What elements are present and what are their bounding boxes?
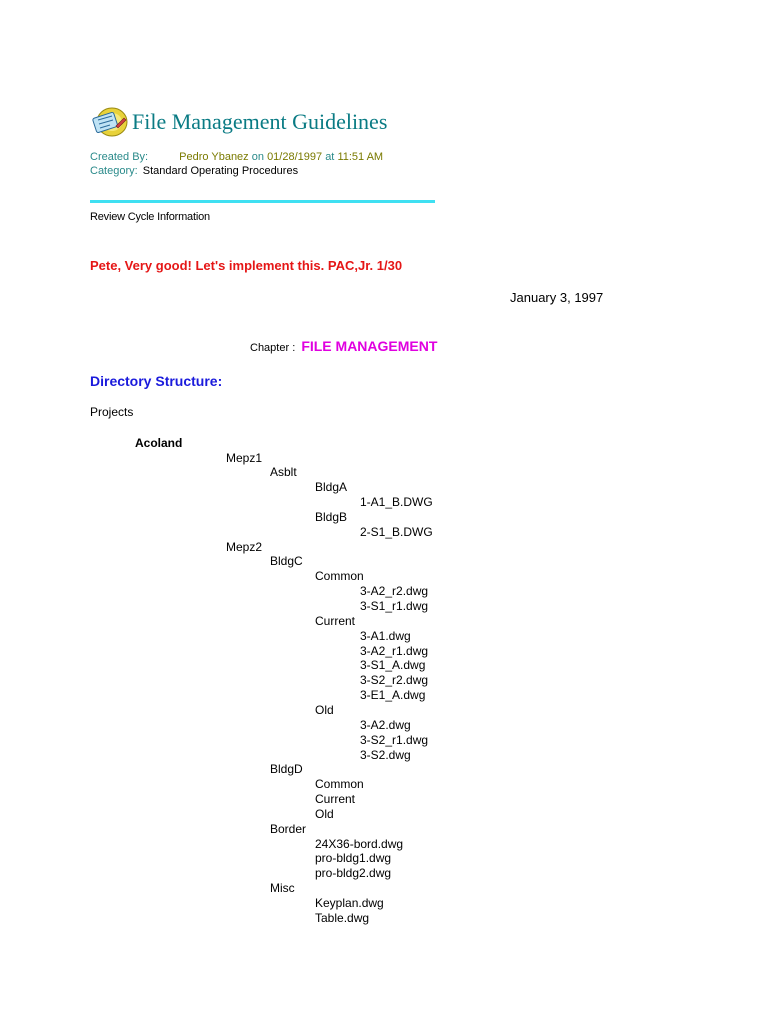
chapter-heading (250, 338, 437, 354)
tree-node: 3-S1_A.dwg (360, 658, 426, 673)
created-date: 01/28/1997 (267, 151, 323, 163)
tree-node: Common (315, 569, 364, 584)
tree-node: BldgA (315, 480, 348, 495)
tree-node: Asblt (270, 465, 297, 480)
tree-node: 3-E1_A.dwg (360, 688, 426, 703)
tree-node: 3-S2_r1.dwg (360, 732, 429, 747)
section-title: Directory Structure: (90, 373, 223, 389)
tree-node: 3-A2_r2.dwg (360, 584, 429, 599)
tree-node: Border (270, 821, 307, 836)
tree-node: 3-A1.dwg (360, 628, 411, 643)
created-by-label: Created By: (90, 151, 149, 163)
tree-node: 3-A2_r1.dwg (360, 643, 429, 658)
category-line (90, 165, 298, 177)
category-value: Standard Operating Procedures (142, 165, 299, 177)
tree-node: Misc (270, 881, 295, 896)
tree-node: 3-S1_r1.dwg (360, 599, 429, 613)
approval-note: Pete, Very good! Let's implement this. PAC,Jr. 1/30 (90, 258, 403, 273)
tree-node: Table.dwg (315, 910, 370, 925)
tree-node: Current (315, 613, 356, 628)
notes-document-icon (90, 106, 128, 138)
tree-node: 2-S1_B.DWG (360, 524, 433, 539)
tree-node: pro-bldg2.dwg (315, 866, 392, 881)
tree-node: 3-A2.dwg (360, 717, 411, 732)
tree-node: Mepz2 (226, 539, 263, 554)
document-header (90, 106, 387, 138)
tree-node: BldgC (270, 554, 303, 569)
tree-node: Old (315, 806, 334, 821)
chapter-label: Chapter : (250, 342, 296, 354)
tree-node: Keyplan.dwg (315, 896, 384, 910)
tree-node: Old (315, 702, 334, 717)
tree-node: Acoland (135, 436, 183, 450)
tree-node: 1-A1_B.DWG (360, 495, 433, 510)
created-time: 11:51 AM (337, 151, 384, 163)
tree-node: BldgB (315, 509, 348, 524)
at-word: at (325, 151, 335, 163)
tree-node: pro-bldg1.dwg (315, 851, 392, 866)
chapter-title: FILE MANAGEMENT (301, 338, 438, 354)
tree-node: Current (315, 792, 356, 807)
page-title: File Management Guidelines (132, 109, 388, 134)
header-divider (90, 200, 435, 203)
tree-node: 3-S2_r2.dwg (360, 673, 429, 688)
tree-root-label: Projects (90, 405, 134, 419)
tree-node: Mepz1 (226, 450, 263, 465)
review-cycle-link[interactable]: Review Cycle Information (90, 211, 210, 223)
document-date: January 3, 1997 (510, 290, 604, 305)
tree-node: 3-S2.dwg (360, 747, 411, 762)
tree-node: BldgD (270, 762, 303, 777)
category-label: Category: (90, 165, 138, 177)
created-by-line (90, 151, 383, 163)
on-word: on (251, 151, 264, 163)
author-name: Pedro Ybanez (179, 151, 249, 163)
tree-node: Common (315, 777, 364, 792)
tree-node: 24X36-bord.dwg (315, 836, 404, 851)
